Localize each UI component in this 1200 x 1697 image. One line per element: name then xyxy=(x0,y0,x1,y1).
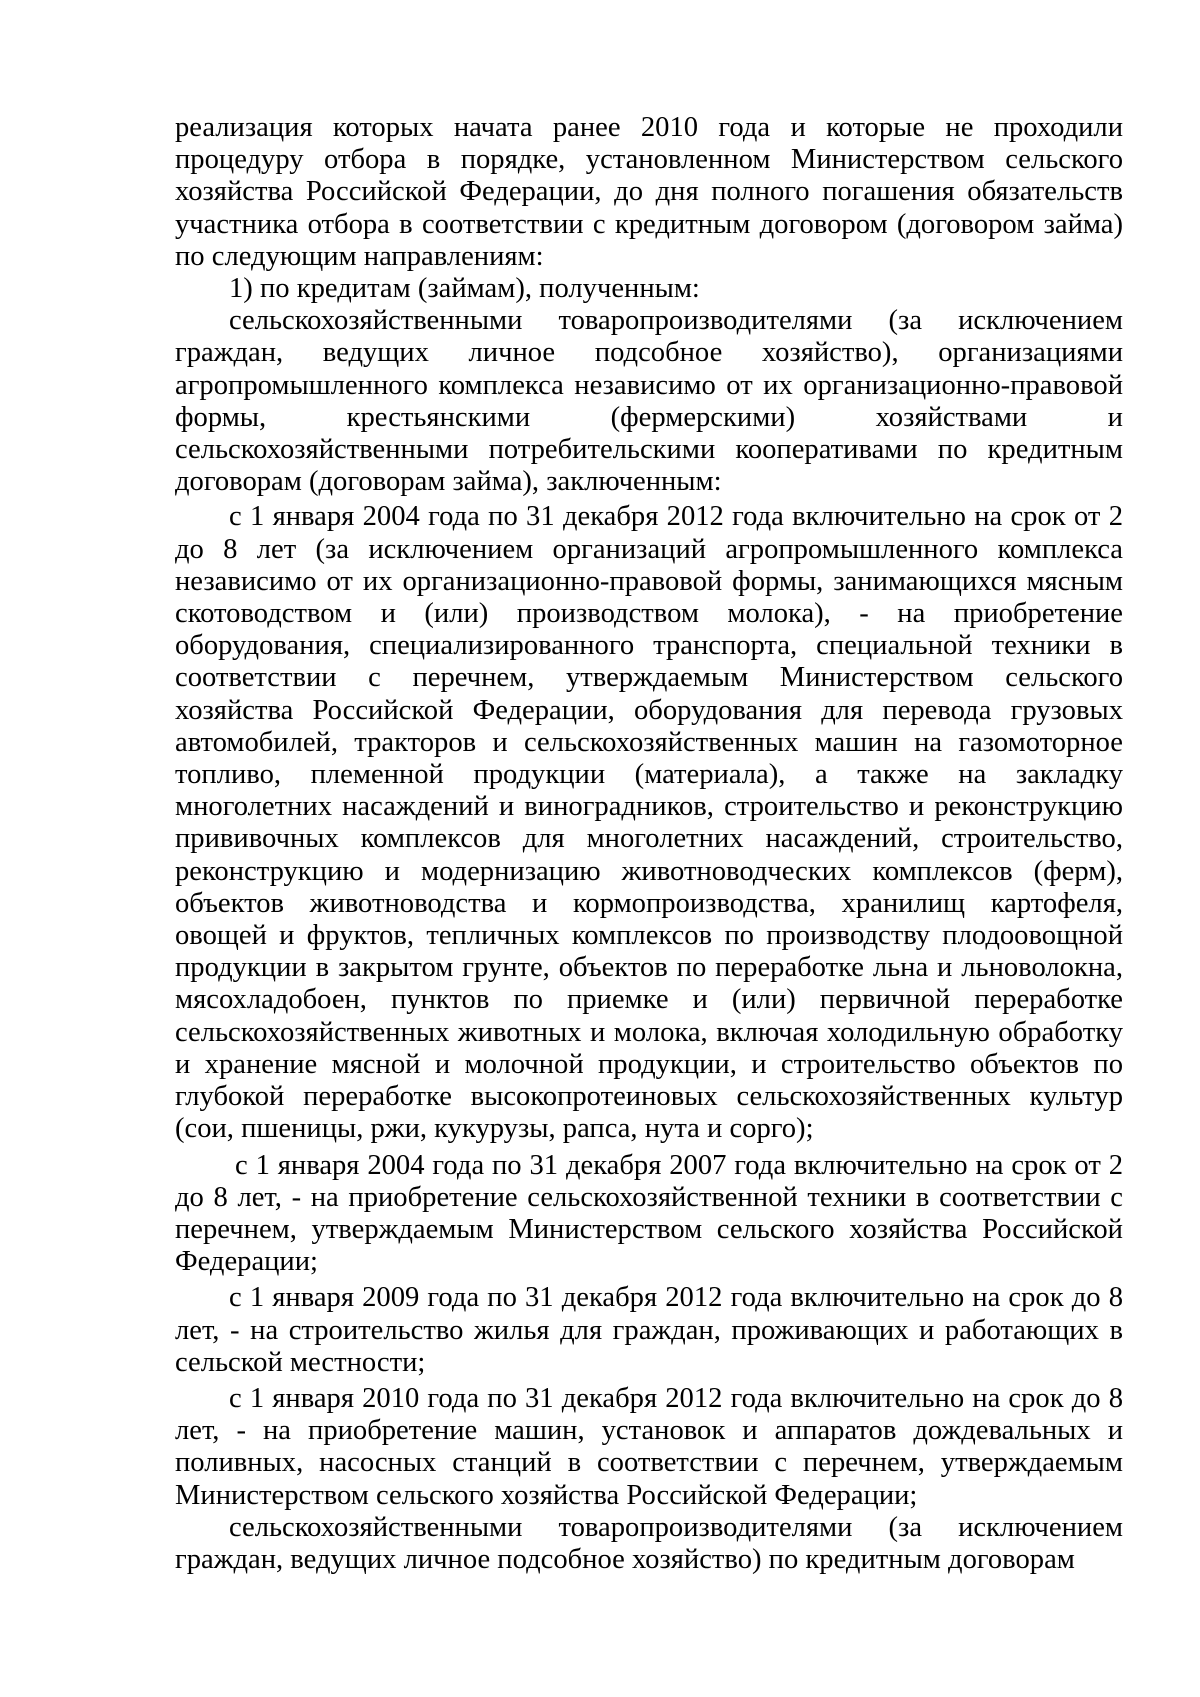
paragraph-borrowers-list: сельскохозяйственными товаропроизводителями (за исключением граждан, ведущих личное подсобное хозяйство), организациями агропромышленного комплекса независимо от их организационно-правовой формы, крестьянскими (фермерскими) хозяйствами и сельскохозяйственными потребительскими кооперативами по кредитным договорам (договорам займа), заключенным: xyxy=(175,305,1123,498)
paragraph-continuation: реализация которых начата ранее 2010 года и которые не проходили процедуру отбора в порядке, установленном Министерством сельского хозяйства Российской Федерации, до дня полного погашения обязательств участника отбора в соответствии с кредитным договором (договором займа) по следующим направлениям: xyxy=(175,112,1123,272)
document-body xyxy=(175,112,1123,1576)
paragraph-period-2004-2007: с 1 января 2004 года по 31 декабря 2007 года включительно на срок от 2 до 8 лет, - на приобретение сельскохозяйственной техники в соответствии с перечнем, утверждаемым Министерством сельского хозяйства Российской Федерации; xyxy=(175,1149,1123,1278)
paragraph-period-2004-2012: с 1 января 2004 года по 31 декабря 2012 года включительно на срок от 2 до 8 лет (за исключением организаций агропромышленного комплекса независимо от их организационно-правовой формы, занимающихся мясным скотоводством и (или) производством молока), - на приобретение оборудования, специализированного транспорта, специальной техники в соответствии с перечнем, утверждаемым Министерством сельского хозяйства Российской Федерации, оборудования для перевода грузовых автомобилей, тракторов и сельскохозяйственных машин на газомоторное топливо, племенной продукции (материала), а также на закладку многолетних насаждений и виноградников, строительство и реконструкцию прививочных комплексов для многолетних насаждений, строительство, реконструкцию и модернизацию животноводческих комплексов (ферм), объектов животноводства и кормопроизводства, хранилищ картофеля, овощей и фруктов, тепличных комплексов по производству плодоовощной продукции в закрытом грунте, объектов по переработке льна и льноволокна, мясохладобоен, пунктов по приемке и (или) первичной переработке сельскохозяйственных животных и молока, включая холодильную обработку и хранение мясной и молочной продукции, и строительство объектов по глубокой переработке высокопротеиновых сельскохозяйственных культур (сои, пшеницы, ржи, кукурузы, рапса, нута и сорго); xyxy=(175,501,1123,1145)
paragraph-producers-tail: сельскохозяйственными товаропроизводителями (за исключением граждан, ведущих личное подсобное хозяйство) по кредитным договорам xyxy=(175,1511,1123,1575)
paragraph-item-1-heading: 1) по кредитам (займам), полученным: xyxy=(229,273,700,305)
paragraph-period-2010-2012: с 1 января 2010 года по 31 декабря 2012 года включительно на срок до 8 лет, - на приобретение машин, установок и аппаратов дождевальных и поливных, насосных станций в соответствии с перечнем, утверждаемым Министерством сельского хозяйства Российской Федерации; xyxy=(175,1382,1123,1511)
paragraph-period-2009-2012: с 1 января 2009 года по 31 декабря 2012 года включительно на срок до 8 лет, - на строительство жилья для граждан, проживающих и работающих в сельской местности; xyxy=(175,1282,1123,1378)
